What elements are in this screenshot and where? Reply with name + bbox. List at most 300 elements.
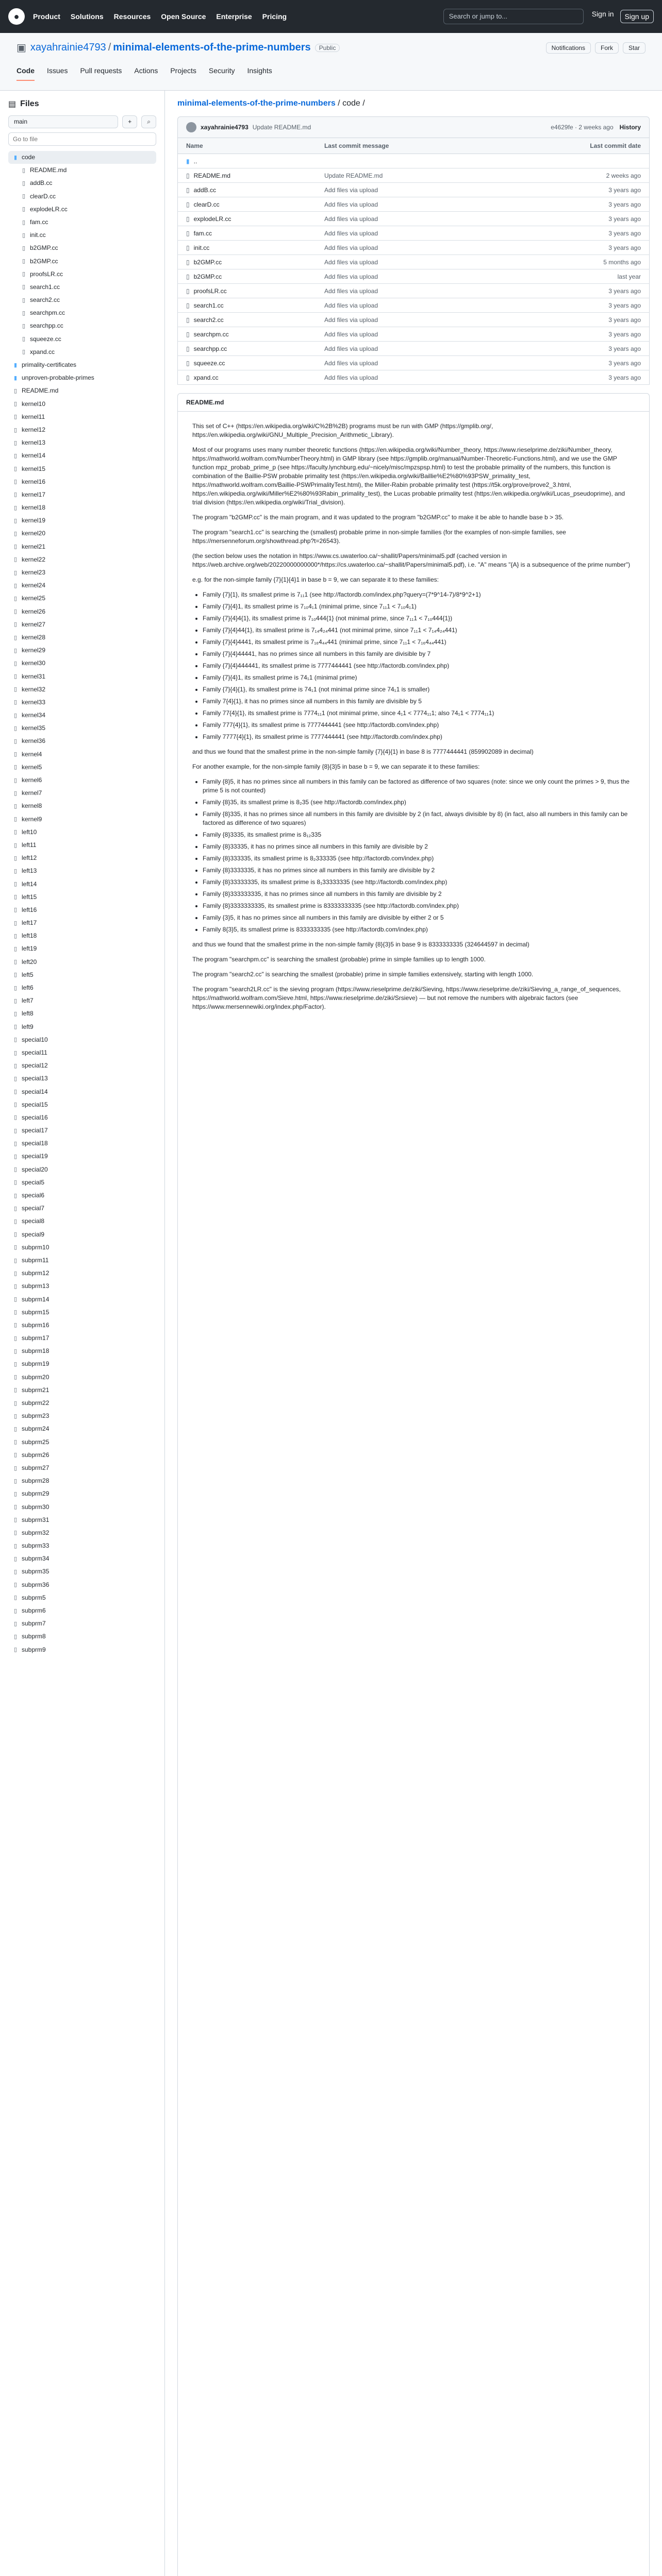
sidebar-tree-item[interactable] (8, 1111, 156, 1124)
sidebar-title: Files (20, 99, 39, 108)
commit-message[interactable]: Update README.md (252, 124, 311, 131)
sidebar-tree-item[interactable] (8, 1475, 156, 1487)
sidebar-tree-item[interactable] (8, 540, 156, 553)
table-row[interactable] (178, 183, 650, 197)
repo-owner-link[interactable]: xayahrainie4793 (30, 42, 106, 53)
sidebar-tree-item[interactable] (8, 216, 156, 229)
sidebar-tree-item[interactable] (8, 553, 156, 566)
table-row[interactable] (178, 154, 650, 168)
add-file-button[interactable]: + (122, 115, 137, 128)
tab-issues[interactable]: Issues (47, 66, 68, 75)
tab-code[interactable]: Code (16, 66, 35, 81)
file-icon: ▯ (13, 1089, 18, 1095)
tab-insights[interactable]: Insights (247, 66, 272, 75)
table-row[interactable] (178, 313, 650, 327)
readme-paragraph: The program "search1.cc" is searching the (smallest) probable prime in non-simple families (for the examples of non-simple families, see https://mersenneforum.org/showthread.php?t=26543). (192, 529, 566, 545)
sidebar-tree-item[interactable] (8, 463, 156, 476)
file-name-cell[interactable] (178, 212, 316, 226)
tree-item-label: left18 (22, 932, 37, 940)
tree-item-label: subprm29 (22, 1490, 49, 1498)
sidebar-tree-item[interactable] (8, 281, 156, 294)
file-icon: ▯ (13, 868, 18, 874)
visibility-badge: Public (315, 44, 340, 52)
file-name[interactable]: addB.cc (193, 186, 216, 194)
commit-message-cell[interactable]: Add files via upload (316, 370, 498, 385)
sidebar-tree-item[interactable] (8, 164, 156, 177)
tree-item-label: kernel26 (22, 607, 46, 615)
sidebar-tree-item[interactable] (8, 787, 156, 800)
file-icon: ▯ (13, 504, 18, 511)
notifications-button[interactable]: Notifications (546, 42, 591, 54)
tree-item-label: explodeLR.cc (30, 205, 68, 213)
sidebar-tree-item[interactable] (8, 319, 156, 332)
sidebar-tree-item[interactable] (8, 501, 156, 514)
sidebar-tree-item[interactable] (8, 761, 156, 774)
file-name[interactable]: searchpp.cc (193, 345, 227, 352)
sidebar-tree-item[interactable] (8, 1604, 156, 1617)
sidebar-tree-item[interactable] (8, 1332, 156, 1345)
sidebar-tree-item[interactable] (8, 566, 156, 579)
sidebar-tree-item[interactable] (8, 878, 156, 891)
tree-item-label: left6 (22, 984, 34, 991)
sidebar-tree-item[interactable] (8, 190, 156, 203)
sidebar-tree-item[interactable] (8, 722, 156, 735)
sidebar-tree-item[interactable] (8, 826, 156, 839)
sidebar-tree-item[interactable] (8, 436, 156, 449)
commit-message-cell[interactable]: Update README.md (316, 168, 498, 183)
commit-message-cell[interactable] (316, 154, 498, 168)
sidebar-tree-item[interactable] (8, 1241, 156, 1254)
column-date: Last commit date (498, 138, 650, 154)
sidebar-tree-item[interactable] (8, 852, 156, 865)
file-name[interactable]: .. (193, 157, 197, 165)
folder-icon: ▮ (186, 157, 190, 165)
file-icon: ▯ (13, 1543, 18, 1549)
file-icon: ▯ (13, 1387, 18, 1394)
sidebar-tree-item[interactable] (8, 177, 156, 190)
sidebar-tree-item[interactable] (8, 929, 156, 942)
sidebar-tree-item[interactable] (8, 384, 156, 397)
tree-item-label: left8 (22, 1010, 34, 1018)
family-list-1 (203, 590, 635, 741)
commit-message-cell[interactable]: Add files via upload (316, 313, 498, 327)
file-name[interactable]: clearD.cc (193, 200, 220, 208)
file-name[interactable]: init.cc (193, 244, 210, 251)
file-name-cell[interactable] (178, 183, 316, 197)
sidebar-tree-item[interactable] (8, 1189, 156, 1202)
table-row[interactable] (178, 284, 650, 298)
sidebar-tree-item[interactable] (8, 1630, 156, 1643)
sidebar-tree-item[interactable] (8, 969, 156, 981)
tree-item-label: special15 (22, 1100, 48, 1108)
sidebar-tree-item[interactable] (8, 800, 156, 812)
table-row[interactable] (178, 370, 650, 385)
list-item: • Family 77{4}{1}, its smallest prime is 7774₁₁1 (not minimal prime, since 4₁1 < 7774₁₁1; also 74₁1 < 7774₁₁1) (203, 709, 635, 718)
sidebar-tree-item[interactable] (8, 1059, 156, 1072)
file-name[interactable]: proofsLR.cc (193, 287, 227, 295)
tree-item-label: left9 (22, 1023, 34, 1030)
file-name-cell[interactable] (178, 298, 316, 313)
commit-message-cell[interactable]: Add files via upload (316, 255, 498, 269)
sidebar-tree-item[interactable] (8, 294, 156, 307)
sidebar-tree-item[interactable] (8, 1098, 156, 1111)
sidebar-tree-item[interactable] (8, 1371, 156, 1384)
sidebar-tree-item[interactable] (8, 1086, 156, 1098)
sidebar-tree-item[interactable] (8, 151, 156, 164)
table-row[interactable] (178, 255, 650, 269)
tree-item-label: subprm10 (22, 1243, 49, 1251)
sidebar-tree-item[interactable] (8, 346, 156, 359)
sidebar-tree-item[interactable] (8, 1462, 156, 1475)
go-to-file-input[interactable] (8, 132, 156, 146)
file-icon: ▯ (13, 959, 18, 965)
commit-message-cell[interactable]: Add files via upload (316, 212, 498, 226)
tree-item-label: README.md (30, 166, 67, 174)
tree-item-label: special5 (22, 1178, 45, 1186)
sidebar-tree-item[interactable] (8, 1293, 156, 1306)
sidebar-tree-item[interactable] (8, 1280, 156, 1293)
table-row[interactable] (178, 168, 650, 183)
sidebar-tree-item[interactable] (8, 1176, 156, 1189)
tree-item-label: kernel10 (22, 400, 46, 408)
file-icon: ▯ (13, 1582, 18, 1588)
list-item: • Family {8}33333335, its smallest prime is 8₁33333335 (see http://factordb.com/index.php) (203, 878, 635, 887)
commit-message-cell[interactable]: Add files via upload (316, 197, 498, 212)
tree-item-label: subprm7 (22, 1620, 46, 1628)
list-item: • Family {7}{4}4441, its smallest prime is 7₁₆4₄₄441 (minimal prime, since 7₁₁1 < 7₁₆4₄₄441) (203, 638, 635, 647)
sidebar-tree-item[interactable] (8, 333, 156, 346)
sidebar-tree-item[interactable] (8, 865, 156, 877)
file-icon: ▯ (186, 200, 190, 208)
tab-actions[interactable]: Actions (134, 66, 158, 75)
tree-item-label: subprm16 (22, 1321, 49, 1329)
sidebar-tree-item[interactable] (8, 1215, 156, 1228)
tree-item-label: left17 (22, 919, 37, 927)
sidebar-tree-item[interactable] (8, 904, 156, 917)
tree-item-label: subprm9 (22, 1646, 46, 1653)
table-row[interactable] (178, 226, 650, 241)
sidebar-tree-item[interactable] (8, 1565, 156, 1578)
file-icon: ▯ (13, 1283, 18, 1290)
tree-item-label: kernel32 (22, 685, 46, 693)
file-name-cell[interactable] (178, 342, 316, 356)
sidebar-tree-item[interactable] (8, 735, 156, 748)
file-name-cell[interactable] (178, 241, 316, 255)
file-icon: ▯ (13, 1517, 18, 1523)
tree-item-label: subprm33 (22, 1542, 49, 1550)
sidebar-tree-item[interactable] (8, 423, 156, 436)
sidebar-tree-item[interactable] (8, 371, 156, 384)
file-name-cell[interactable] (178, 284, 316, 298)
sidebar-tree-item[interactable] (8, 839, 156, 852)
sidebar-tree-item[interactable] (8, 644, 156, 657)
folder-icon: ▮ (13, 375, 18, 381)
sidebar-tree-item[interactable] (8, 994, 156, 1007)
tree-item-label: kernel16 (22, 478, 46, 485)
file-icon: ▯ (13, 660, 18, 667)
file-name[interactable]: xpand.cc (193, 374, 219, 381)
readme-paragraph: The program "search2LR.cc" is the sieving program (https://www.rieselprime.de/ziki/Sieving, https://www.rieselprime.de/ziki/Sieving_a_range_of_sequences, https://mathworld.wolfram.com/Sieve.html, https://www.rieselprime.de/ziki/Srsieve) — but not remove the numbers with algebraic factors (see https://www.mersennewiki.org/index.php/Factor). (192, 986, 621, 1010)
file-icon: ▯ (13, 608, 18, 615)
commit-message-cell[interactable]: Add files via upload (316, 269, 498, 284)
commit-message-cell[interactable]: Add files via upload (316, 284, 498, 298)
tree-item-label: kernel33 (22, 698, 46, 706)
file-name-cell[interactable] (178, 269, 316, 284)
file-name[interactable]: explodeLR.cc (193, 215, 231, 223)
sidebar-tree-item[interactable] (8, 1591, 156, 1604)
sidebar-tree-item[interactable] (8, 359, 156, 371)
nav-solutions[interactable]: Solutions (70, 12, 104, 21)
file-name-cell[interactable] (178, 255, 316, 269)
tree-item-label: left5 (22, 971, 34, 978)
branch-select-button[interactable]: main (8, 115, 118, 128)
commit-date-cell: 3 years ago (498, 284, 650, 298)
file-icon: ▯ (13, 816, 18, 823)
commit-author[interactable]: xayahrainie4793 (201, 124, 249, 131)
sidebar-tree-item[interactable] (8, 1397, 156, 1410)
sidebar-tree-item[interactable] (8, 1021, 156, 1033)
commit-message-cell[interactable]: Add files via upload (316, 327, 498, 342)
tab-security[interactable]: Security (208, 66, 235, 75)
tree-item-label: left13 (22, 867, 37, 875)
sidebar-tree-item[interactable] (8, 956, 156, 969)
sidebar-tree-item[interactable] (8, 1449, 156, 1462)
file-name[interactable]: b2GMP.cc (193, 258, 222, 266)
avatar[interactable] (186, 122, 196, 132)
sidebar-tree-item[interactable] (8, 1254, 156, 1267)
commit-message-cell[interactable]: Add files via upload (316, 226, 498, 241)
file-icon: ▯ (186, 359, 190, 367)
sidebar-tree-item[interactable] (8, 1617, 156, 1630)
file-name[interactable]: fam.cc (193, 229, 212, 237)
github-logo-icon[interactable]: ● (8, 8, 25, 25)
sidebar-tree-item[interactable] (8, 1410, 156, 1422)
nav-open-source[interactable]: Open Source (161, 12, 206, 21)
sidebar-tree-item[interactable] (8, 1514, 156, 1527)
sidebar-tree-item[interactable] (8, 891, 156, 904)
file-icon: ▯ (13, 1309, 18, 1316)
file-name-cell[interactable] (178, 226, 316, 241)
commit-message-cell[interactable]: Add files via upload (316, 356, 498, 370)
file-icon: ▯ (13, 492, 18, 498)
sidebar-tree-item[interactable] (8, 449, 156, 462)
file-icon: ▯ (186, 287, 190, 295)
file-icon: ▯ (13, 1400, 18, 1406)
sidebar-tree-item[interactable] (8, 1137, 156, 1150)
file-icon: ▯ (13, 803, 18, 809)
tree-item-label: subprm5 (22, 1594, 46, 1601)
file-icon: ▯ (13, 544, 18, 550)
tree-item-label: subprm11 (22, 1256, 49, 1264)
tree-item-label: kernel20 (22, 530, 46, 537)
file-name[interactable]: search2.cc (193, 316, 224, 324)
file-name-cell[interactable] (178, 327, 316, 342)
sidebar-tree-item[interactable] (8, 631, 156, 644)
table-row[interactable] (178, 241, 650, 255)
star-button[interactable]: Star (623, 42, 646, 54)
sidebar-tree-item[interactable] (8, 579, 156, 592)
repo-icon: ▣ (16, 42, 26, 54)
table-row[interactable] (178, 356, 650, 370)
sidebar-tree-item[interactable] (8, 1202, 156, 1215)
file-icon: ▯ (13, 647, 18, 654)
file-icon: ▯ (22, 245, 26, 251)
commit-message-cell[interactable]: Add files via upload (316, 298, 498, 313)
file-name-cell[interactable] (178, 370, 316, 385)
file-icon: ▯ (13, 920, 18, 926)
file-icon: ▯ (13, 1010, 18, 1017)
sidebar-tree-item[interactable] (8, 683, 156, 696)
commit-message-cell[interactable]: Add files via upload (316, 241, 498, 255)
sidebar-tree-item[interactable] (8, 268, 156, 281)
global-search-input[interactable]: Search or jump to... (443, 9, 584, 24)
sidebar-tree-item[interactable] (8, 476, 156, 488)
sidebar-tree-item[interactable] (8, 1267, 156, 1280)
sidebar-tree-item[interactable] (8, 981, 156, 994)
breadcrumb-repo-link[interactable]: minimal-elements-of-the-prime-numbers (177, 99, 336, 108)
sidebar-tree-item[interactable] (8, 1046, 156, 1059)
sidebar-tree-item[interactable] (8, 203, 156, 216)
file-name[interactable]: README.md (193, 172, 230, 179)
tree-item-label: kernel17 (22, 490, 46, 498)
sidebar-tree-item[interactable] (8, 527, 156, 540)
file-name[interactable]: squeeze.cc (193, 359, 225, 367)
file-name[interactable]: b2GMP.cc (193, 273, 222, 280)
nav-pricing[interactable]: Pricing (262, 12, 287, 21)
table-row[interactable] (178, 212, 650, 226)
sidebar-tree-item[interactable] (8, 813, 156, 826)
sidebar-tree-item[interactable] (8, 1358, 156, 1370)
sidebar-tree-item[interactable] (8, 398, 156, 411)
sidebar-tree-item[interactable] (8, 774, 156, 787)
sidebar-tree-item[interactable] (8, 1345, 156, 1358)
sidebar-tree-item[interactable] (8, 255, 156, 268)
readme-paragraph: For another example, for the non-simple family {8}{3}5 in base b = 9, we can separate it to these families: (192, 763, 480, 770)
sidebar-tree-item[interactable] (8, 307, 156, 319)
sidebar-tree-item[interactable] (8, 514, 156, 527)
tree-item-label: xpand.cc (30, 348, 55, 355)
breadcrumb (177, 99, 650, 108)
file-icon: ▯ (13, 1504, 18, 1511)
sidebar-tree-item[interactable] (8, 1552, 156, 1565)
commit-message-cell[interactable]: Add files via upload (316, 183, 498, 197)
sidebar-tree-item[interactable] (8, 709, 156, 722)
table-row[interactable] (178, 327, 650, 342)
file-icon: ▯ (13, 1024, 18, 1030)
sidebar-tree-item[interactable] (8, 670, 156, 683)
sidebar-tree-item[interactable] (8, 1319, 156, 1332)
commit-date-cell: 3 years ago (498, 183, 650, 197)
file-name-cell[interactable] (178, 313, 316, 327)
sidebar-tree-item[interactable] (8, 1033, 156, 1046)
table-row[interactable] (178, 298, 650, 313)
file-icon: ▯ (22, 349, 26, 355)
sidebar-tree-item[interactable] (8, 605, 156, 618)
sidebar-tree-item[interactable] (8, 1501, 156, 1514)
sidebar-tree-item[interactable] (8, 592, 156, 605)
nav-enterprise[interactable]: Enterprise (216, 12, 252, 21)
file-icon: ▯ (13, 1075, 18, 1082)
sidebar-tree-item[interactable] (8, 1124, 156, 1137)
sidebar-tree-item[interactable] (8, 1487, 156, 1500)
sidebar-tree-item[interactable] (8, 1436, 156, 1449)
file-icon: ▯ (13, 842, 18, 849)
sidebar-tree-item[interactable] (8, 696, 156, 709)
tab-pull-requests[interactable]: Pull requests (80, 66, 122, 75)
file-name[interactable]: search1.cc (193, 301, 224, 309)
history-link[interactable]: History (619, 124, 641, 131)
table-row[interactable] (178, 197, 650, 212)
sidebar-tree-item[interactable] (8, 1579, 156, 1591)
commit-date-cell: 3 years ago (498, 356, 650, 370)
tree-item-label: kernel18 (22, 504, 46, 512)
sidebar-toggle-icon[interactable]: ▤ (8, 100, 16, 109)
repo-tabs (16, 66, 646, 81)
sidebar-tree-item[interactable] (8, 1306, 156, 1319)
tab-projects[interactable]: Projects (170, 66, 196, 75)
nav-resources[interactable]: Resources (113, 12, 151, 21)
sidebar-tree-item[interactable] (8, 917, 156, 929)
file-icon: ▯ (13, 621, 18, 628)
tree-item-label: special17 (22, 1127, 48, 1134)
sign-in-link[interactable]: Sign in (591, 10, 614, 18)
sidebar-tree-item[interactable] (8, 1384, 156, 1397)
sidebar-tree-item[interactable] (8, 1163, 156, 1176)
nav-product[interactable]: Product (33, 12, 60, 21)
commit-message-cell[interactable]: Add files via upload (316, 342, 498, 356)
sidebar-tree-item[interactable] (8, 942, 156, 955)
file-icon: ▯ (22, 232, 26, 239)
file-name-cell[interactable] (178, 168, 316, 183)
file-icon: ▯ (13, 1335, 18, 1342)
file-name[interactable]: searchpm.cc (193, 330, 229, 338)
sidebar-tree-item[interactable] (8, 1072, 156, 1085)
file-icon: ▯ (22, 180, 26, 187)
file-tree-sidebar (0, 91, 165, 2576)
file-icon: ▯ (13, 1620, 18, 1627)
sidebar-tree-item[interactable] (8, 229, 156, 242)
repo-name-link[interactable]: minimal-elements-of-the-prime-numbers (113, 42, 311, 53)
commit-date-cell: 3 years ago (498, 342, 650, 356)
sidebar-tree-item[interactable] (8, 1007, 156, 1020)
sign-up-button[interactable]: Sign up (620, 10, 654, 23)
fork-button[interactable]: Fork (595, 42, 619, 54)
sidebar-tree-item[interactable] (8, 411, 156, 423)
file-name-cell[interactable] (178, 356, 316, 370)
tree-item-label: left10 (22, 828, 37, 836)
sidebar-tree-item[interactable] (8, 1228, 156, 1241)
sidebar-tree-item[interactable] (8, 242, 156, 255)
table-row[interactable] (178, 342, 650, 356)
tree-item-label: subprm35 (22, 1568, 49, 1575)
sidebar-tree-item[interactable] (8, 618, 156, 631)
tree-item-label: left7 (22, 997, 34, 1005)
tree-item-label: left20 (22, 958, 37, 965)
sidebar-tree-item[interactable] (8, 1150, 156, 1163)
search-files-button[interactable]: ⌕ (141, 115, 156, 128)
tree-item-label: kernel24 (22, 582, 46, 589)
sidebar-tree-item[interactable] (8, 657, 156, 670)
file-name-cell[interactable] (178, 197, 316, 212)
sidebar-tree-item[interactable] (8, 1527, 156, 1539)
sidebar-tree-item[interactable] (8, 748, 156, 761)
table-row[interactable] (178, 269, 650, 284)
file-name-cell[interactable] (178, 154, 316, 168)
sidebar-tree-item[interactable] (8, 1422, 156, 1435)
sidebar-tree-item[interactable] (8, 488, 156, 501)
sidebar-tree-item[interactable] (8, 1539, 156, 1552)
sidebar-tree-item[interactable] (8, 1643, 156, 1656)
